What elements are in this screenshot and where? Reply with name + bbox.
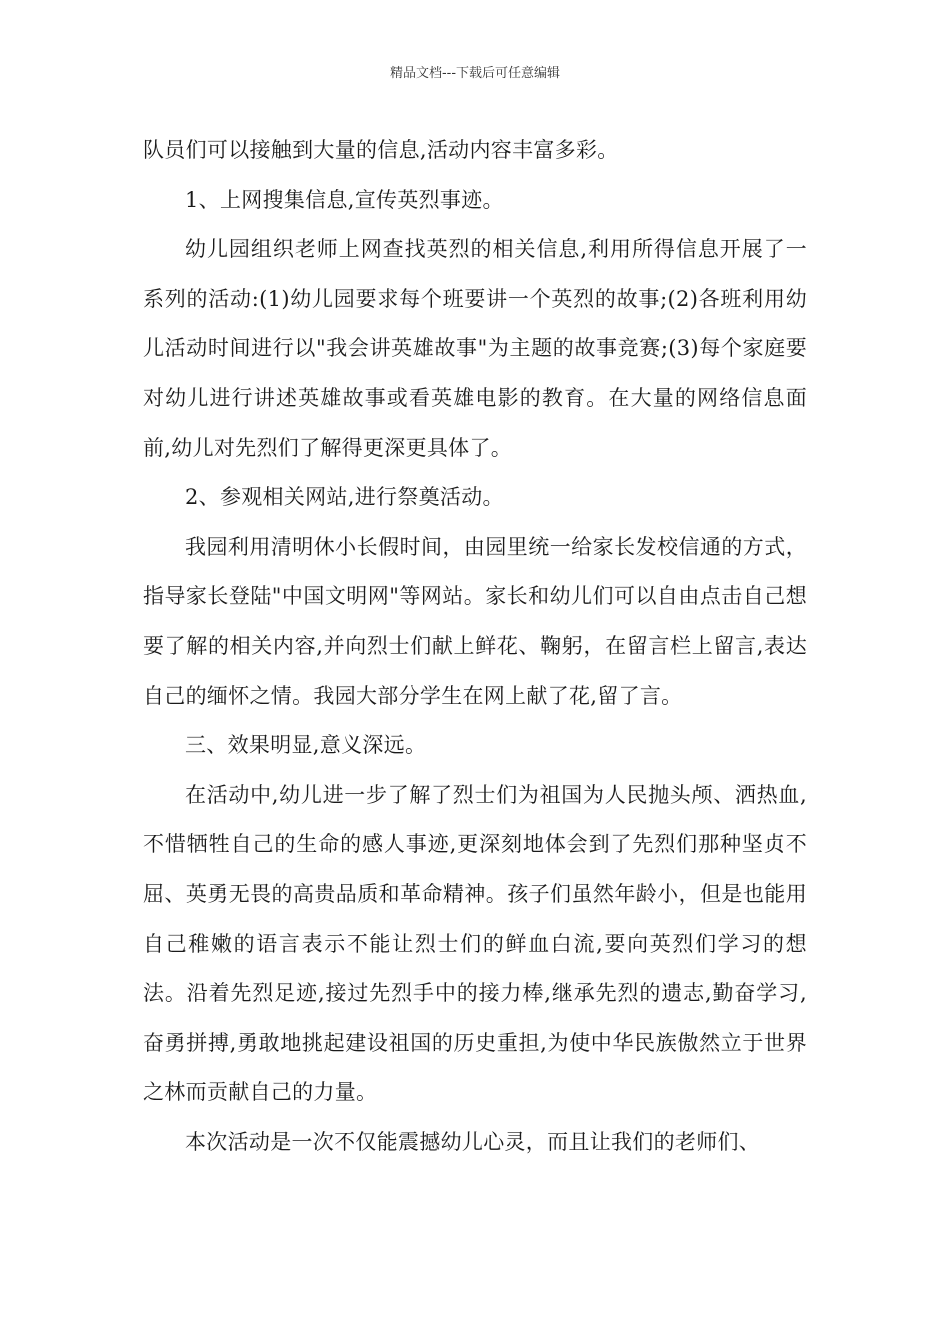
paragraph: 幼儿园组织老师上网查找英烈的相关信息,利用所得信息开展了一系列的活动:(1)幼儿园要求每个班要讲一个英烈的故事;(2)各班利用幼儿活动时间进行以"我会讲英雄故事"为主题的故事竞赛;(3)每个家庭要对幼儿进行讲述英雄故事或看英雄电影的教育。在大量的网络信息面前,幼儿对先烈们了解得更深更具体了。 [143,237,807,460]
paragraph: 在活动中,幼儿进一步了解了烈士们为祖国为人民抛头颅、洒热血,不惜牺牲自己的生命的感人事迹,更深刻地体会到了先烈们那种坚贞不屈、英勇无畏的高贵品质和革命精神。孩子们虽然年龄小，但是也能用自己稚嫩的语言表示不能让烈士们的鲜血白流,要向英烈们学习的想法。沿着先烈足迹,接过先烈手中的接力棒,继承先烈的遗志,勤奋学习,奋勇拼搏,勇敢地挑起建设祖国的历史重担,为使中华民族傲然立于世界之林而贡献自己的力量。 [143,782,807,1105]
section-heading-2: 2、参观相关网站,进行祭奠活动。 [185,485,504,510]
section-heading-3: 三、效果明显,意义深远。 [185,733,427,758]
paragraph-continuation: 队员们可以接触到大量的信息,活动内容丰富多彩。 [143,138,619,162]
page-header: 精品文档---下载后可任意编辑 [389,66,561,81]
paragraph: 本次活动是一次不仅能震撼幼儿心灵，而且让我们的老师们、 [185,1129,761,1154]
section-heading-1: 1、上网搜集信息,宣传英烈事迹。 [185,187,504,212]
document-body [143,126,807,1167]
paragraph: 我园利用清明休小长假时间，由园里统一给家长发校信通的方式，指导家长登陆"中国文明网"等网站。家长和幼儿们可以自由点击自己想要了解的相关内容,并向烈士们献上鲜花、鞠躬，在留言栏上留言,表达自己的缅怀之情。我园大部分学生在网上献了花,留了言。 [143,534,807,708]
